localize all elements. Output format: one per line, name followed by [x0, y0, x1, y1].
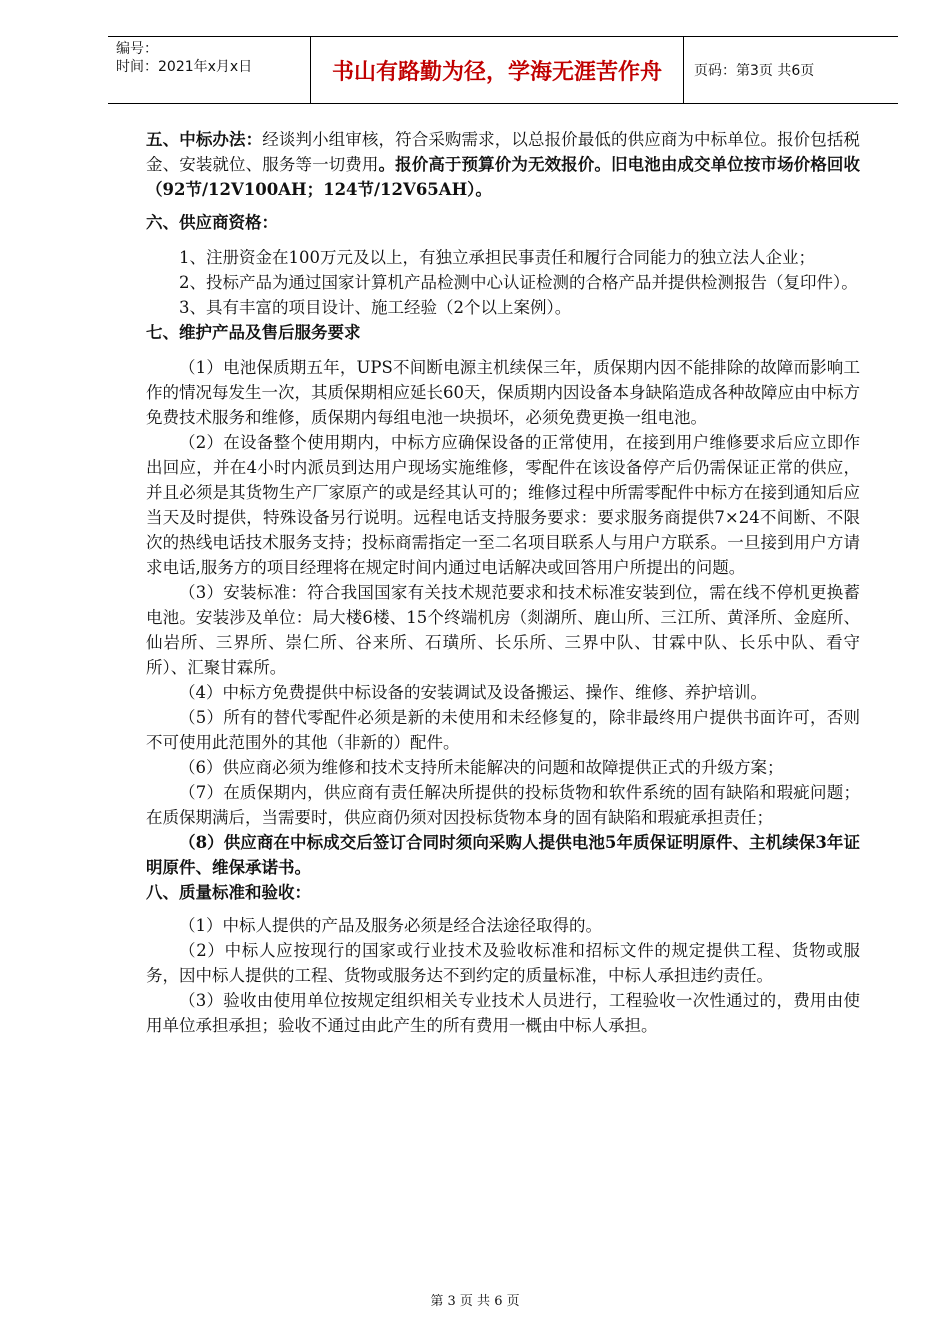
section-8-item-2: （2）中标人应按现行的国家或行业技术及验收标准和招标文件的规定提供工程、货物或服务，因中标人提供的工程、货物或服务达不到约定的质量标准，中标人承担违约责任。: [146, 941, 860, 985]
section-5-bold-text: 。报价高于预算价为无效报价。旧电池由成交单位按市场价格回收（92节/12V100AH；124节/12V65AH）。: [146, 155, 861, 199]
section-8-item-1: （1）中标人提供的产品及服务必须是经合法途径取得的。: [179, 916, 602, 935]
section-5-title: 五、中标办法：: [146, 130, 263, 149]
section-7-item-3: （3）安装标准：符合我国国家有关技术规范要求和技术标准安装到位，需在线不停机更换蓄电池。安装涉及单位：局大楼6楼、15个终端机房（剡湖所、鹿山所、三江所、黄泽所、金庭所、仙岩所、三界所、崇仁所、谷来所、石璜所、长乐所、三界中队、甘霖中队、长乐中队、看守所）、汇聚甘霖所。: [146, 583, 860, 677]
section-8-title: 八、质量标准和验收：: [146, 883, 311, 902]
section-6-item-1: 1、注册资金在100万元及以上，有独立承担民事责任和履行合同能力的独立法人企业；: [179, 248, 815, 267]
section-7-item-7: （7）在质保期内，供应商有责任解决所提供的投标货物和软件系统的固有缺陷和瑕疵问题；在质保期满后，当需要时，供应商仍须对因投标货物本身的固有缺陷和瑕疵承担责任；: [146, 783, 860, 827]
section-8-item-3: （3）验收由使用单位按规定组织相关专业技术人员进行，工程验收一次性通过的，费用由使用单位承担承担；验收不通过由此产生的所有费用一概由中标人承担。: [146, 991, 860, 1035]
page-header: [108, 36, 898, 104]
page-footer: 第 3 页 共 6 页: [430, 1294, 520, 1309]
section-5: [146, 127, 860, 202]
time-label: 时间：2021年x月x日: [116, 59, 253, 75]
header-motto: 书山有路勤为径，学海无涯苦作舟: [310, 37, 684, 103]
header-page-info: 页码：第3页 共6页: [694, 63, 815, 79]
section-7-item-4: （4）中标方免费提供中标设备的安装调试及设备搬运、操作、维修、养护培训。: [179, 683, 767, 702]
section-6-title: 六、供应商资格：: [146, 213, 278, 232]
section-7-item-8: （8）供应商在中标成交后签订合同时须向采购人提供电池5年质保证明原件、主机续保3年证明原件、维保承诺书。: [146, 833, 860, 877]
section-7-item-2: （2）在设备整个使用期内，中标方应确保设备的正常使用，在接到用户维修要求后应立即作出回应，并在4小时内派员到达用户现场实施维修，零配件在该设备停产后仍需保证正常的供应，并且必须是其货物生产厂家原产的或是经其认可的；维修过程中所需零配件中标方在接到通知后应当天及时提供，特殊设备另行说明。远程电话支持服务要求：要求服务商提供7×24不间断、不限次的热线电话技术服务支持；投标商需指定一至二名项目联系人与用户方联系。一旦接到用户方请求电话,服务方的项目经理将在规定时间内通过电话解决或回答用户所提出的问题。: [146, 433, 860, 577]
section-7-item-5: （5）所有的替代零配件必须是新的未使用和未经修复的，除非最终用户提供书面许可，否则不可使用此范围外的其他（非新的）配件。: [146, 708, 860, 752]
section-7-item-6: （6）供应商必须为维修和技术支持所未能解决的问题和故障提供正式的升级方案；: [179, 758, 784, 777]
section-6-item-3: 3、具有丰富的项目设计、施工经验（2个以上案例）。: [179, 298, 572, 317]
section-7-title: 七、维护产品及售后服务要求: [146, 323, 361, 342]
section-5-text: 经谈判小组审核，符合采购需求，以总报价最低的供应商为中标单位。报价包括税金、安装就位、服务等一切费用: [146, 130, 861, 174]
section-6-item-2: 2、投标产品为通过国家计算机产品检测中心认证检测的合格产品并提供检测报告（复印件）。: [179, 273, 858, 292]
number-label: 编号：: [116, 41, 158, 57]
section-7-item-1: （1）电池保质期五年，UPS不间断电源主机续保三年，质保期内因不能排除的故障而影响工作的情况每发生一次，其质保期相应延长60天，保质期内因设备本身缺陷造成各种故障应由中标方免费技术服务和维修，质保期内每组电池一块损坏，必须免费更换一组电池。: [146, 358, 860, 427]
document-body: [146, 127, 860, 1038]
header-meta: [108, 37, 310, 103]
